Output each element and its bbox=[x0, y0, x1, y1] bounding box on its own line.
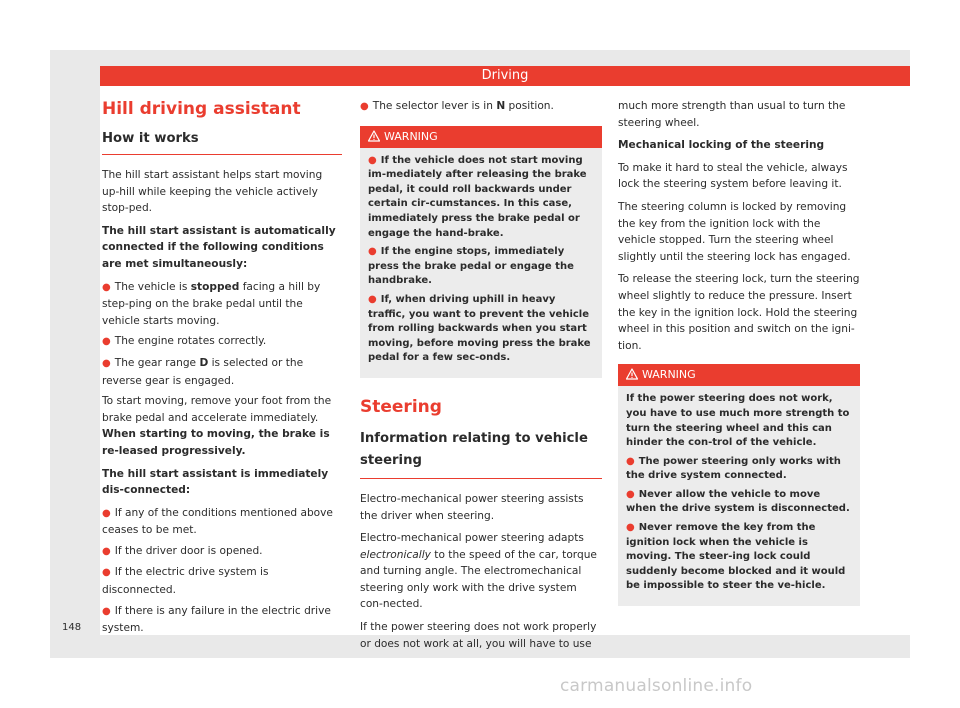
list-item: ● The gear range D is selected or the reverse gear is engaged. bbox=[102, 356, 304, 387]
warning-box bbox=[360, 126, 602, 378]
bullet-dot-icon: ● bbox=[360, 101, 369, 112]
warning-label: WARNING bbox=[642, 368, 696, 382]
bullet-dot-icon: ● bbox=[102, 357, 111, 369]
paragraph: If the power steering does not work properly or does not work at all, you will have to use bbox=[360, 621, 597, 650]
paragraph: much more strength than usual to turn the steering wheel. bbox=[618, 100, 846, 129]
bullet-dot-icon: ● bbox=[102, 281, 111, 293]
warning-box bbox=[618, 364, 860, 606]
bullet-dot-icon: ● bbox=[626, 488, 635, 500]
section-title: Steering bbox=[360, 396, 442, 417]
list-item: ● If the engine stops, immediately press the brake pedal or engage the handbrake. bbox=[368, 246, 574, 287]
disconnect-heading: The hill start assistant is immediately dis-connected: bbox=[102, 467, 329, 497]
warning-label: WARNING bbox=[384, 129, 438, 143]
chapter-header: Driving bbox=[100, 66, 910, 86]
list-item: ● The power steering only works with the drive system connected. bbox=[626, 455, 841, 482]
column-2 bbox=[360, 98, 602, 658]
bullet-dot-icon: ● bbox=[368, 293, 377, 305]
paragraph: The steering column is locked by removing the key from the ignition lock with the vehicle stopped. Turn the steering wheel slightly until the steering lock has engaged. bbox=[618, 200, 851, 263]
bullet-dot-icon: ● bbox=[626, 455, 635, 467]
list-item: ● Never allow the vehicle to move when the drive system is disconnected. bbox=[626, 488, 850, 515]
bullet-dot-icon: ● bbox=[102, 545, 111, 557]
paragraph: To release the steering lock, turn the steering wheel slightly to reduce the pressure. Insert the key in the ignition lock. Hold the steering wheel in this position and switch on the igni-tion. bbox=[618, 273, 860, 352]
warning-header bbox=[360, 126, 602, 148]
bullet-dot-icon: ● bbox=[368, 154, 377, 166]
bullet-dot-icon: ● bbox=[102, 605, 111, 617]
paragraph: Electro-mechanical power steering assists the driver when steering. bbox=[360, 492, 584, 522]
bullet-dot-icon: ● bbox=[368, 246, 377, 258]
list-item: ● The selector lever is in N position. bbox=[360, 100, 554, 112]
warning-intro: If the power steering does not work, you have to use much more strength to turn the steering wheel and this can hinder the con-trol of the vehicle. bbox=[626, 393, 850, 449]
bullet-dot-icon: ● bbox=[102, 336, 111, 348]
list-item: ● If the electric drive system is disconnected. bbox=[102, 566, 269, 597]
paragraph: Electro-mechanical power steering adapts electronically to the speed of the car, torque and turning angle. The electromechanical steering only work with the drive system con-nected. bbox=[360, 532, 597, 611]
list-item: ● If any of the conditions mentioned above ceases to be met. bbox=[102, 506, 333, 537]
subsection-title: Information relating to vehicle steering bbox=[360, 430, 588, 468]
warning-body bbox=[360, 148, 602, 378]
steering-section bbox=[360, 396, 602, 652]
column-1 bbox=[102, 98, 342, 641]
subsection-header bbox=[102, 130, 342, 155]
warning-body bbox=[618, 386, 860, 606]
list-item: ● The vehicle is stopped facing a hill by step-ping on the brake pedal until the vehicle starts moving. bbox=[102, 280, 321, 327]
conditions-heading: The hill start assistant is automatically connected if the following conditions are met simultaneously: bbox=[102, 224, 336, 270]
warning-triangle-icon bbox=[368, 130, 380, 142]
list-item: ● Never remove the key from the ignition lock when the vehicle is moving. The steer-ing lock could suddenly become blocked and it would be impossible to steer the ve-hicle. bbox=[626, 522, 846, 592]
subsection-title: How it works bbox=[102, 131, 199, 146]
list-item: ● If the vehicle does not start moving im-mediately after releasing the brake pedal, it could roll backwards under certain cir-cumstances. In this case, immediately press the brake pedal or engage the hand-brake. bbox=[368, 154, 587, 239]
page-number: 148 bbox=[62, 622, 82, 633]
start-paragraph: To start moving, remove your foot from the brake pedal and accelerate immediately. When starting to moving, the brake is re-leased progressively. bbox=[102, 395, 332, 457]
bullet-dot-icon: ● bbox=[102, 507, 111, 519]
list-item: ● If, when driving uphill in heavy traffic, you want to prevent the vehicle from rolling backwards when you start moving, before moving press the brake pedal for a few sec-onds. bbox=[368, 293, 591, 364]
subsection-header bbox=[360, 428, 602, 479]
watermark: carmanualsonline.info bbox=[560, 676, 753, 696]
mechanical-locking-heading: Mechanical locking of the steering bbox=[618, 139, 825, 152]
list-item: ● If the driver door is opened. bbox=[102, 544, 263, 557]
bullet-dot-icon: ● bbox=[102, 567, 111, 579]
warning-triangle-icon bbox=[626, 368, 638, 380]
list-item: ● If there is any failure in the electric drive system. bbox=[102, 604, 331, 635]
intro-paragraph: The hill start assistant helps start moving up-hill while keeping the vehicle actively stop-ped. bbox=[102, 169, 323, 215]
section-title: Hill driving assistant bbox=[102, 99, 301, 119]
manual-page bbox=[50, 50, 910, 658]
warning-header bbox=[618, 364, 860, 386]
paragraph: To make it hard to steal the vehicle, always lock the steering system before leaving it. bbox=[618, 161, 848, 191]
column-3 bbox=[618, 98, 860, 620]
bullet-dot-icon: ● bbox=[626, 522, 635, 534]
list-item: ● The engine rotates correctly. bbox=[102, 335, 267, 348]
